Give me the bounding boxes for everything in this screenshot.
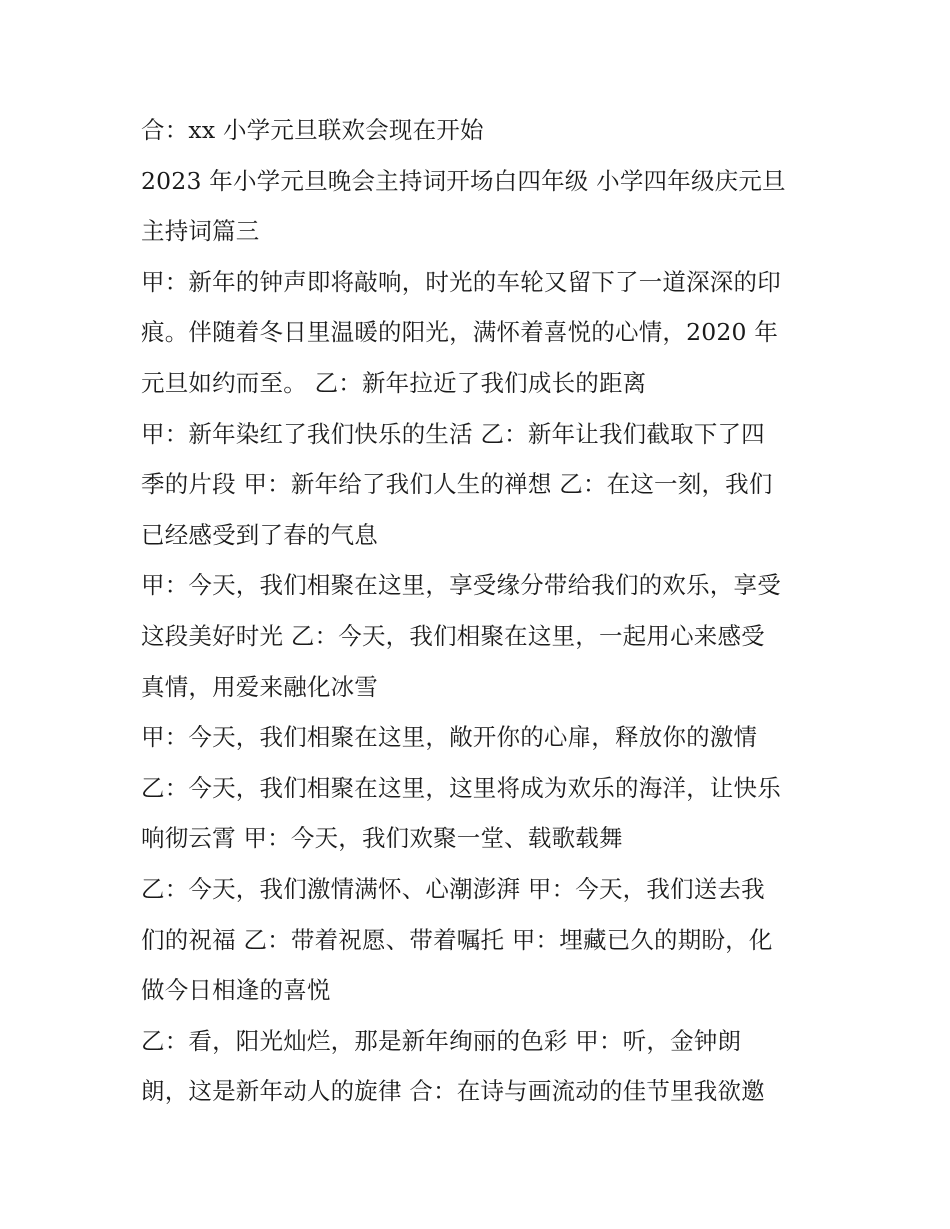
text-line: 2023 年小学元旦晚会主持词开场白四年级 小学四年级庆元旦 [141,166,786,195]
text-line: 乙：今天，我们相聚在这里，这里将成为欢乐的海洋，让快乐 [141,773,781,802]
text-line: 甲：新年染红了我们快乐的生活 乙：新年让我们截取下了四 [141,419,765,448]
text-line: 已经感受到了春的气息 [141,520,378,549]
text-line: 朗，这是新年动人的旋律 合：在诗与画流动的佳节里我欲邀 [141,1077,765,1106]
text-line: 乙：今天，我们激情满怀、心潮澎湃 甲：今天，我们送去我 [141,874,765,903]
text-line: 季的片段 甲：新年给了我们人生的禅想 乙：在这一刻，我们 [141,470,773,499]
text-line: 乙：看，阳光灿烂，那是新年绚丽的色彩 甲：听，金钟朗 [141,1026,742,1055]
text-line: 做今日相逢的喜悦 [141,976,331,1005]
text-line: 元旦如约而至。 乙：新年拉近了我们成长的距离 [141,368,647,397]
text-line: 合：xx 小学元旦联欢会现在开始 [141,116,484,144]
text-line: 们的祝福 乙：带着祝愿、带着嘱托 甲：埋藏已久的期盼，化 [141,925,773,954]
text-line: 响彻云霄 甲：今天，我们欢聚一堂、载歌载舞 [141,824,623,853]
text-line: 真情，用爱来融化冰雪 [141,672,378,701]
text-line: 甲：今天，我们相聚在这里，敞开你的心扉，释放你的激情 [141,723,758,752]
text-line: 甲：今天，我们相聚在这里，享受缘分带给我们的欢乐，享受 [141,571,781,600]
document-body [141,105,821,1117]
text-line: 主持词篇三 [141,217,260,246]
text-line: 这段美好时光 乙：今天，我们相聚在这里，一起用心来感受 [141,621,765,650]
text-line: 痕。伴随着冬日里温暖的阳光，满怀着喜悦的心情，2020 年 [141,318,779,347]
text-line: 甲：新年的钟声即将敲响，时光的车轮又留下了一道深深的印 [141,267,781,296]
